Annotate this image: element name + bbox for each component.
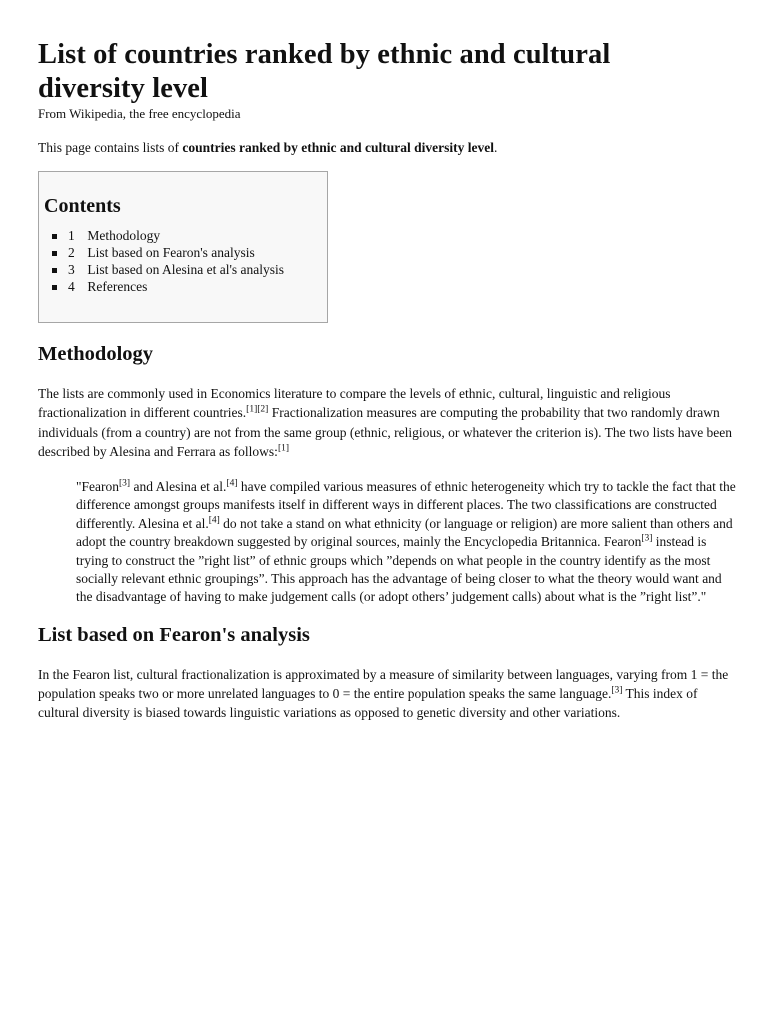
toc-item-references[interactable] [68, 279, 327, 296]
page-title-line-1: List of countries ranked by ethnic and cultural [38, 39, 611, 70]
toc-item-fearon[interactable] [68, 245, 327, 262]
fearon-text-a: In the Fearon list, cultural fractionalization is approximated by a measure of similarity between languages, varying from 1 = the population speaks two or more unrelated languages to 0 = the entire population speaks the same language. [38, 666, 729, 702]
toc-item-number: 1 [68, 228, 75, 244]
bullet-icon [52, 251, 57, 256]
intro-text-after: . [493, 140, 498, 155]
methodology-paragraph [38, 384, 733, 461]
citation-ref[interactable]: [4] [226, 478, 238, 489]
citation-ref[interactable]: [1] [246, 404, 258, 415]
quote-text-2: and Alesina et al. [130, 479, 227, 495]
site-tagline: From Wikipedia, the free encyclopedia [38, 106, 241, 121]
quote-text-1: "Fearon [76, 479, 119, 495]
section-heading-methodology: Methodology [38, 343, 154, 366]
article [38, 38, 736, 722]
fearon-text-b: This index of cultural diversity is biased towards linguistic variations as opposed to genetic diversity and other variations. [38, 686, 698, 721]
toc-title: Contents [44, 195, 121, 218]
toc-list [44, 228, 327, 295]
citation-ref[interactable]: [3] [641, 533, 653, 544]
methodology-text-a: The lists are commonly used in Economics literature to compare the levels of ethnic, cultural, linguistic and religious fractionalization in different countries. [38, 386, 671, 421]
citation-ref[interactable]: [2] [257, 404, 269, 415]
intro-paragraph [38, 138, 733, 157]
section-heading-fearon: List based on Fearon's analysis [38, 623, 310, 646]
methodology-text-b: Fractionalization measures are computing the probability that two randomly drawn individuals (from a country) are not from the same group (ethnic, religious, or whatever the criterion is). The two lists have been described by Alesina and Ferrara as follows: [38, 405, 733, 459]
citation-ref[interactable]: [4] [208, 515, 220, 526]
quote-text-5: instead is trying to construct the ”right list” of ethnic groups which ”depends on what people in the country identify as the most socially relevant ethnic groupings”. This approach has the advantage of being closer to what the theory would want and the disadvantage of having to make judgement calls (or adopt others’ judgement calls) about what is the ”right list”." [76, 534, 722, 605]
quote-text-4: do not take a stand on what ethnicity (or language or religion) are more salient than others and adopt the country breakdown suggested by original sources, mainly the Encyclopedia Britannica. Fearon [76, 515, 733, 550]
quotation-text [76, 478, 736, 607]
toc-item-label[interactable]: References [87, 278, 148, 294]
citation-ref[interactable]: [3] [611, 685, 623, 696]
fearon-paragraph [38, 665, 733, 723]
toc-item-number: 4 [68, 278, 75, 294]
bullet-icon [52, 268, 57, 273]
bullet-icon [52, 234, 57, 239]
toc-item-number: 2 [68, 245, 75, 260]
toc-item-methodology[interactable] [68, 228, 327, 245]
quotation [76, 478, 736, 607]
toc-item-number: 3 [68, 261, 75, 277]
toc-item-alesina[interactable] [68, 262, 327, 279]
citation-ref[interactable]: [1] [277, 443, 290, 454]
intro-text-before: This page contains lists of [38, 140, 183, 155]
intro-text-bold: countries ranked by ethnic and cultural diversity level [182, 140, 494, 155]
page-title [38, 38, 733, 106]
table-of-contents [38, 171, 328, 323]
quote-text-3: have compiled various measures of ethnic heterogeneity which try to tackle the fact that the difference amongst groups manifests itself in different ways in different places. The two classifications are constructed differently. Alesina et al. [76, 479, 736, 531]
toc-item-label[interactable]: List based on Alesina et al's analysis [87, 261, 285, 277]
page-title-line-2: diversity level [38, 73, 209, 104]
toc-item-label[interactable]: Methodology [87, 228, 161, 244]
citation-ref[interactable]: [3] [119, 478, 131, 489]
bullet-icon [52, 285, 57, 290]
toc-item-label[interactable]: List based on Fearon's analysis [87, 245, 255, 260]
